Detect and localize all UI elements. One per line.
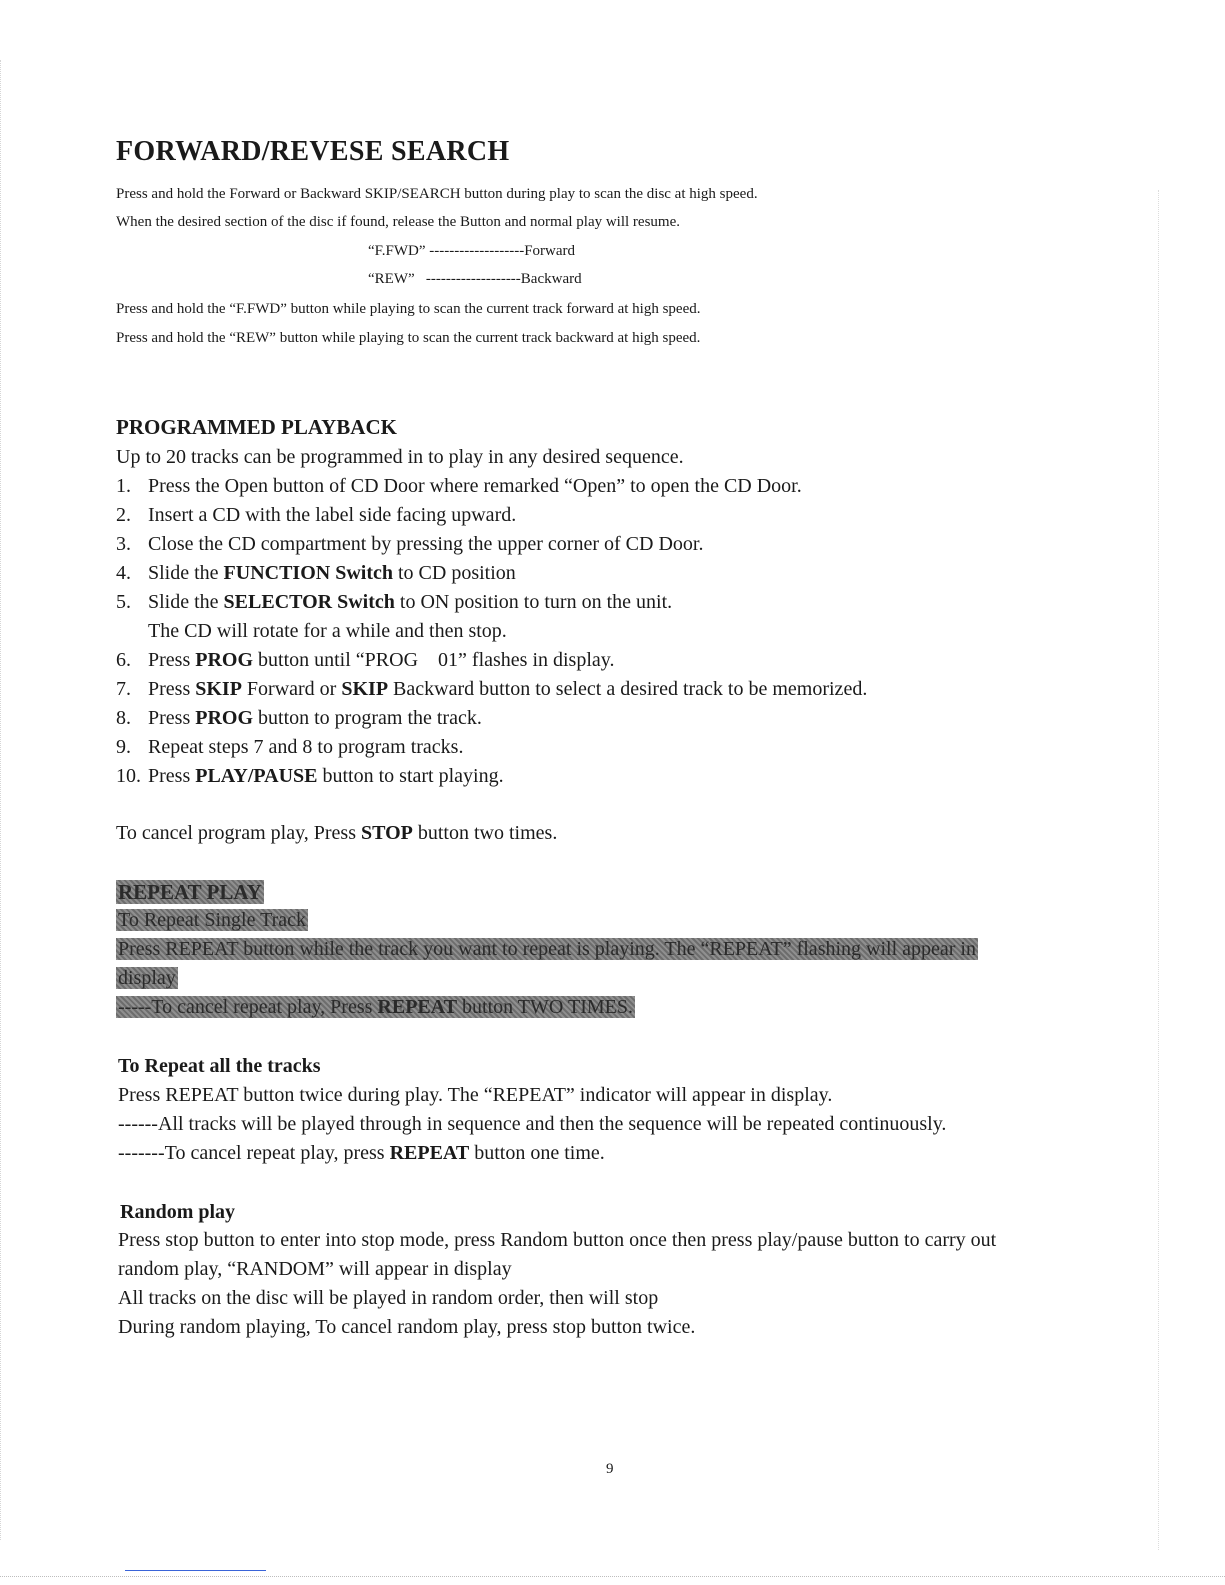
repeat-single-title: To Repeat Single Track <box>118 909 307 931</box>
scan-edge-bottom <box>0 1576 1225 1577</box>
step-text-post: Backward button to select a desired track to be memorized. <box>388 678 868 700</box>
page-number: 9 <box>606 1461 614 1477</box>
step-text-bold: PLAY/PAUSE <box>195 765 318 787</box>
program-cancel <box>116 822 557 845</box>
program-intro: Up to 20 tracks can be programmed in to play in any desired sequence. <box>116 446 684 468</box>
step-number: 3. <box>116 533 131 555</box>
random-line-4: During random playing, To cancel random play, press stop button twice. <box>118 1316 696 1338</box>
step-text-bold: SKIP <box>195 678 242 700</box>
program-step-6 <box>116 649 614 672</box>
search-map-ffwd: “F.FWD” -------------------Forward <box>368 243 576 259</box>
step-text-pre: Slide the <box>148 591 224 613</box>
step-text-bold-2: SKIP <box>341 678 389 700</box>
program-step-10 <box>116 765 504 788</box>
scan-edge-right <box>1158 190 1161 1550</box>
step-text-bold: PROG <box>195 649 254 671</box>
step-text-pre: Press <box>148 765 196 787</box>
search-line-2: When the desired section of the disc if found, release the Button and normal play will resume. <box>116 214 681 230</box>
program-step-9 <box>116 736 463 759</box>
repeat-section-title: REPEAT PLAY <box>118 880 262 904</box>
repeat-all-title: To Repeat all the tracks <box>118 1055 321 1077</box>
step-number: 1. <box>116 475 131 497</box>
program-step-5-continued: The CD will rotate for a while and then stop. <box>148 620 507 642</box>
step-text-post: to ON position to turn on the unit. <box>394 591 673 613</box>
step-text-bold: SELECTOR Switch <box>223 591 395 613</box>
step-number: 4. <box>116 562 131 584</box>
step-text-mid: Forward or <box>241 678 342 700</box>
cancel-text-pre: To cancel program play, Press <box>116 822 361 844</box>
cancel-text-bold: STOP <box>361 822 413 844</box>
repeat-all-line-1: Press REPEAT button twice during play. The “REPEAT” indicator will appear in display. <box>118 1084 833 1106</box>
random-section-title: Random play <box>120 1201 236 1223</box>
step-text: Press the Open button of CD Door where remarked “Open” to open the CD Door. <box>148 475 802 497</box>
program-step-1 <box>116 475 802 498</box>
step-text: Repeat steps 7 and 8 to program tracks. <box>148 736 464 758</box>
repeat-all-line-2: ------All tracks will be played through in sequence and then the sequence will be repeated continuously. <box>118 1113 947 1135</box>
program-step-8 <box>116 707 482 730</box>
step-text-post: button until “PROG 01” flashes in display. <box>253 649 615 671</box>
step-number: 2. <box>116 504 131 526</box>
step-number: 10. <box>116 765 141 787</box>
step-text-post: button to program the track. <box>253 707 482 729</box>
step-text-pre: Press <box>148 649 196 671</box>
step-text-post: to CD position <box>393 562 516 584</box>
step-text-pre: Slide the <box>148 562 224 584</box>
step-text-post: button to start playing. <box>317 765 504 787</box>
program-step-7 <box>116 678 867 701</box>
step-text: Insert a CD with the label side facing upward. <box>148 504 517 526</box>
program-section-title: PROGRAMMED PLAYBACK <box>116 415 397 439</box>
step-number: 5. <box>116 591 131 613</box>
search-line-1: Press and hold the Forward or Backward SKIP/SEARCH button during play to scan the disc at high speed. <box>116 186 758 202</box>
repeat-single-line-2: display <box>118 967 176 989</box>
step-text-bold: FUNCTION Switch <box>223 562 393 584</box>
search-line-4: Press and hold the “REW” button while playing to scan the current track backward at high speed. <box>116 330 701 346</box>
program-step-3 <box>116 533 703 556</box>
step-number: 9. <box>116 736 131 758</box>
program-step-2 <box>116 504 516 527</box>
cancel-text-post: button two times. <box>412 822 558 844</box>
step-number: 7. <box>116 678 131 700</box>
repeat-single-cancel: -----To cancel repeat play, Press REPEAT button TWO TIMES. <box>118 996 633 1018</box>
search-map-rew: “REW” -------------------Backward <box>368 271 582 287</box>
random-line-3: All tracks on the disc will be played in random order, then will stop <box>118 1287 659 1309</box>
repeat-single-line-1: Press REPEAT button while the track you want to repeat is playing. The “REPEAT” flashing will appear in <box>118 938 976 960</box>
step-text-bold: PROG <box>195 707 254 729</box>
step-number: 6. <box>116 649 131 671</box>
scan-underline-mark <box>125 1570 266 1571</box>
repeat-all-cancel: -------To cancel repeat play, press REPEAT button one time. <box>118 1142 605 1164</box>
random-line-2: random play, “RANDOM” will appear in display <box>118 1258 512 1280</box>
program-step-5 <box>116 591 672 614</box>
program-step-4 <box>116 562 516 585</box>
step-text-pre: Press <box>148 678 196 700</box>
step-number: 8. <box>116 707 131 729</box>
step-text-pre: Press <box>148 707 196 729</box>
step-text: Close the CD compartment by pressing the upper corner of CD Door. <box>148 533 704 555</box>
search-section-title: FORWARD/REVESE SEARCH <box>116 136 510 167</box>
search-line-3: Press and hold the “F.FWD” button while playing to scan the current track forward at high speed. <box>116 301 701 317</box>
random-line-1: Press stop button to enter into stop mode, press Random button once then press play/pause button to carry out <box>118 1229 997 1251</box>
scan-edge-left <box>0 60 4 1540</box>
